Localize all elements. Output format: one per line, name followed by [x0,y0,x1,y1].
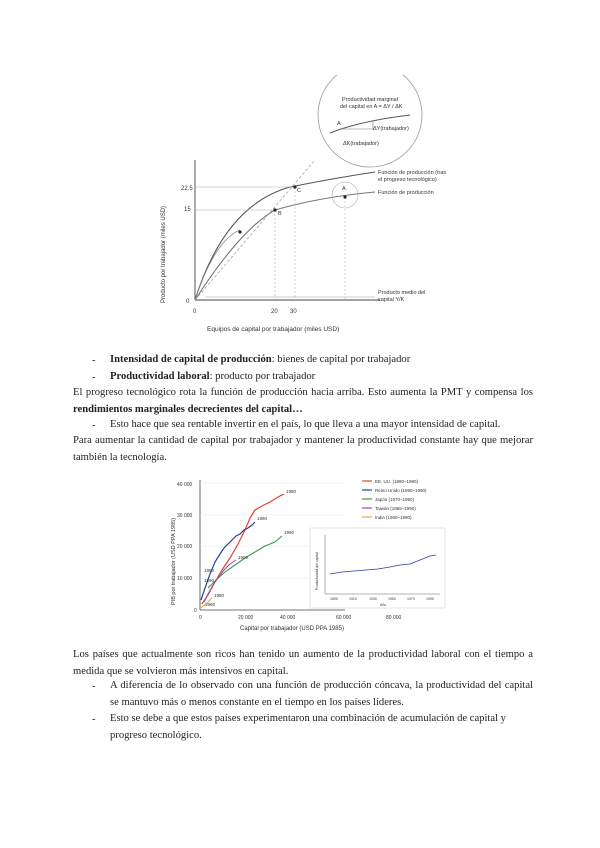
inset-x-label: Año [380,603,387,607]
label-india-1990: 1990 [214,593,225,598]
inset-year-1990: 1990 [426,597,434,601]
inset-title-1: Productividad marginal [342,97,398,103]
inset-year-1890: 1890 [330,597,338,601]
chart-x-tick-60000: 60 000 [336,615,352,621]
chart-y-tick-40000: 40 000 [177,482,193,488]
chart-y-tick-0: 0 [194,608,197,614]
paragraph-improve-tech: Para aumentar la cantidad de capital por trabajador y mantener la productividad constante hay que mejorar también la tecnología. [73,435,533,463]
bullet-dash: - [92,681,96,692]
y-axis-label: Producto por trabajador (miles USD) [161,205,167,303]
label-japan-1990: 1990 [284,530,295,535]
bullet-concave: A diferencia de lo observado con una función de producción cóncava, la productividad del capital se mantuvo más o menos constante en el tiempo en los países líderes. [110,680,533,708]
label-uk-1890: 1890 [204,578,215,583]
x-tick-30: 30 [290,309,297,315]
point-a: A [342,186,346,192]
inset-year-1930: 1930 [369,597,377,601]
bullet-labor-productivity [110,369,315,386]
inset-year-1950: 1950 [388,597,396,601]
chart-x-tick-80000: 80 000 [386,615,402,621]
chart-y-label: PIB por trabajador (USD PPA 1985) [171,517,177,605]
average-product-ray [195,160,315,300]
legend-india: India (1960–1990) [375,515,412,520]
inset-chart [310,528,445,608]
def-labor-productivity: : producto por trabajador [209,371,316,382]
series-japan [208,536,282,588]
bullet-dash: - [92,714,96,725]
chart-y-tick-10000: 10 000 [177,576,193,582]
y-tick-0: 0 [186,299,190,305]
bullet-dash: - [92,372,96,383]
production-function-figure [145,75,465,345]
inset-year-1970: 1970 [407,597,415,601]
label-india-1960: 1960 [205,602,216,607]
label-avg-product-2: capital Y/K [378,297,405,303]
label-old-function: Función de producción [378,190,434,196]
y-tick-15: 15 [184,207,191,213]
def-capital-intensity: : bienes de capital por trabajador [271,354,411,365]
label-new-function-1: Función de producción (tras [378,170,447,176]
chart-y-tick-20000: 20 000 [177,544,193,550]
bullet-investment: Esto hace que sea rentable invertir en el país, lo que lleva a una mayor intensidad de capital. [110,419,501,430]
bullet-dash: - [92,355,96,366]
inset-year-1910: 1910 [349,597,357,601]
chart-x-tick-20000: 20 000 [238,615,254,621]
chart-y-tick-30000: 30 000 [177,513,193,519]
chart-x-label: Capital por trabajador (USD PPA 1985) [240,626,344,632]
term-capital-intensity: Intensidad de capital de producción [110,354,272,365]
label-avg-product-1: Producto medio del [378,290,426,296]
para1-bold: rendimientos marginales decrecientes del capital… [73,403,303,415]
inset-point-a: A [337,121,341,127]
legend-japan: Japón (1970–1990) [375,497,415,502]
point-c: C [297,188,301,194]
bullet-dash: - [92,420,96,431]
y-tick-22-5: 22.5 [181,186,193,192]
legend-taiwan: Taiwán (1965–1990) [375,506,416,511]
label-usa-1990: 1990 [286,489,297,494]
chart-x-tick-40000: 40 000 [280,615,296,621]
bullet-accumulation: Esto se debe a que estos países experimentaron una combinación de acumulación de capital y progreso tecnológico. [110,713,506,741]
bullet-capital-intensity [110,352,410,369]
chart-x-tick-0: 0 [199,615,202,621]
label-new-function-2: el progreso tecnológico) [378,177,437,183]
para1-text: El progreso tecnológico rota la función de producción hacia arriba. Esto aumenta la PMT y compensa los [73,387,533,398]
series-usa [202,494,284,604]
inset-y-label: Productividad del capital [315,552,319,590]
inset-dk: ΔK(trabajador) [343,141,379,147]
label-usa-1890: 1890 [204,568,215,573]
inset-title-2: del capital en A = ΔY / ΔK [340,104,403,110]
legend-usa: EE. UU. (1890–1990) [375,479,419,484]
x-tick-0: 0 [193,309,197,315]
curve-original [195,192,375,300]
chart-legend [362,479,427,520]
x-axis-label: Equipos de capital por trabajador (miles USD) [207,326,340,333]
label-taiwan-1990: 1990 [238,555,249,560]
label-uk-1990: 1990 [257,516,268,521]
curve-after-tech [195,172,375,300]
legend-uk: Reino Unido (1890–1990) [375,488,427,493]
inset-dy: ΔY(trabajador) [373,126,409,132]
paragraph-rich-countries: Los países que actualmente son ricos han tenido un aumento de la productividad laboral con el tiempo a medida que se volvieron más intensivos en capital. [73,649,533,677]
paragraph-tech-progress [73,385,533,418]
x-tick-20: 20 [271,309,278,315]
term-labor-productivity: Productividad laboral [110,371,210,382]
point-b: B [278,211,282,217]
growth-chart [160,470,450,635]
